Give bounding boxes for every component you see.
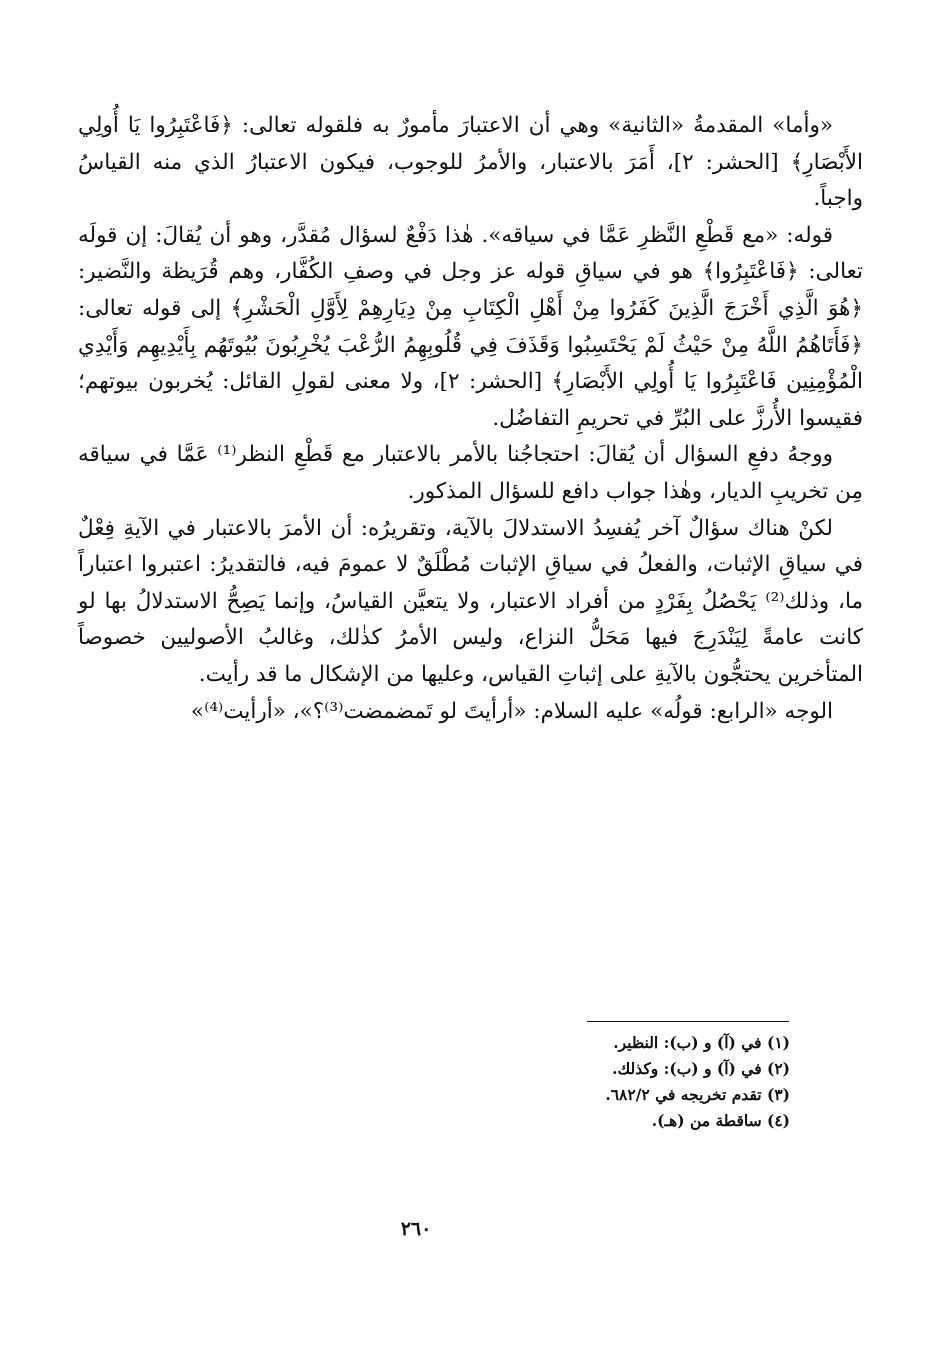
page-number: ٢٦٠ [400,1218,432,1240]
paragraph-context-question: قوله: «مع قَطْعِ النَّظرِ عَمَّا في سياقه». هٰذا دَفْعٌ لسؤال مُقدَّر، وهو أن يُقالَ: إن قولَه تعالى: ﴿فَاعْتَبِرُوا﴾ هو في سياقِ قوله عز وجل في وصفِ الكُفَّار، وهم قُرَيظة والنَّضير: ﴿هُوَ الَّذِي أَخْرَجَ الَّذِينَ كَفَرُوا مِنْ أَهْلِ الْكِتَابِ مِنْ دِيَارِهِمْ لِأَوَّلِ الْحَشْرِ﴾ إلى قوله تعالى: ﴿فَأَتَاهُمُ اللَّهُ مِنْ حَيْثُ لَمْ يَحْتَسِبُوا وَقَذَفَ فِي قُلُوبِهِمُ الرُّعْبَ يُخْرِبُونَ بُيُوتَهُم بِأَيْدِيهِم وَأَيْدِي الْمُؤْمِنِين فَاعْتَبِرُوا يَا أُولِي الأَبْصَارِ﴾ [الحشر: ٢]، ولا معنى لقولِ القائل: يُخربون بيوتهم؛ فقيسوا الأُرزَّ على البُرِّ في تحريمِ التفاضُل. [78,222,863,431]
paragraph-further-question: لكنْ هناك سؤالٌ آخر يُفسِدُ الاستدلالَ بالآية، وتقريرُه: أن الأمرَ بالاعتبار في الآيةِ فِعْلٌ في سياقِ الإثبات، والفعلُ في سياقِ الإثبات مُطْلَقٌ لا عمومَ فيه، فالتقديرُ: اعتبروا اعتباراً ما، وذلك⁽²⁾ يَحْصُلُ بِفَرْدٍ من أفراد الاعتبار، ولا يتعيَّن القياسُ، وإنما يَصِحُّ الاستدلالُ بها لو كانت عامةً لِيَنْدَرِجَ فيها مَحَلُّ النزاع، وليس الأمرُ كذٰلك، وغالبُ الأصوليين خصوصاً المتأخرين يحتجُّون بالآيةِ على إثباتِ القياس، وعليها من الإشكال ما قد رأيت. [78,515,864,687]
footnotes [520,1030,790,1134]
footnote-4: (٤) ساقطة من (هـ). [651,1111,790,1130]
paragraph-answer: ووجهُ دفعِ السؤال أن يُقالَ: احتجاجُنا بالأمر بالاعتبار مع قَطْعِ النظر⁽¹⁾ عَمَّا في سياقه مِن تخريبِ الديار، وهٰذا جواب دافع للسؤال المذكور. [78,442,863,504]
paragraph-premise-two: «وأما» المقدمةُ «الثانية» وهي أن الاعتبارَ مأمورٌ به فلقوله تعالى: ﴿فَاعْتَبِرُوا يَا أُولِي الأَبْصَارِ﴾ [الحشر: ٢]، أَمَرَ بالاعتبار، والأمرُ للوجوب، فيكون الاعتبارُ الذي منه القياسُ واجباً. [78,113,863,212]
main-text [78,108,863,730]
paragraph-fourth-aspect: الوجه «الرابع: قولُه» عليه السلام: «أرأيتَ لو تَمضمضت⁽³⁾؟»، «أرأيت⁽⁴⁾» [190,698,833,724]
footnote-3: (٣) تقدم تخريجه في ٦٨٢/٢. [605,1085,790,1104]
footnote-1: (١) في (آ) و (ب): النظير. [613,1033,790,1052]
footnote-separator [587,1021,789,1022]
footnote-2: (٢) في (آ) و (ب): وكذلك. [612,1059,790,1078]
